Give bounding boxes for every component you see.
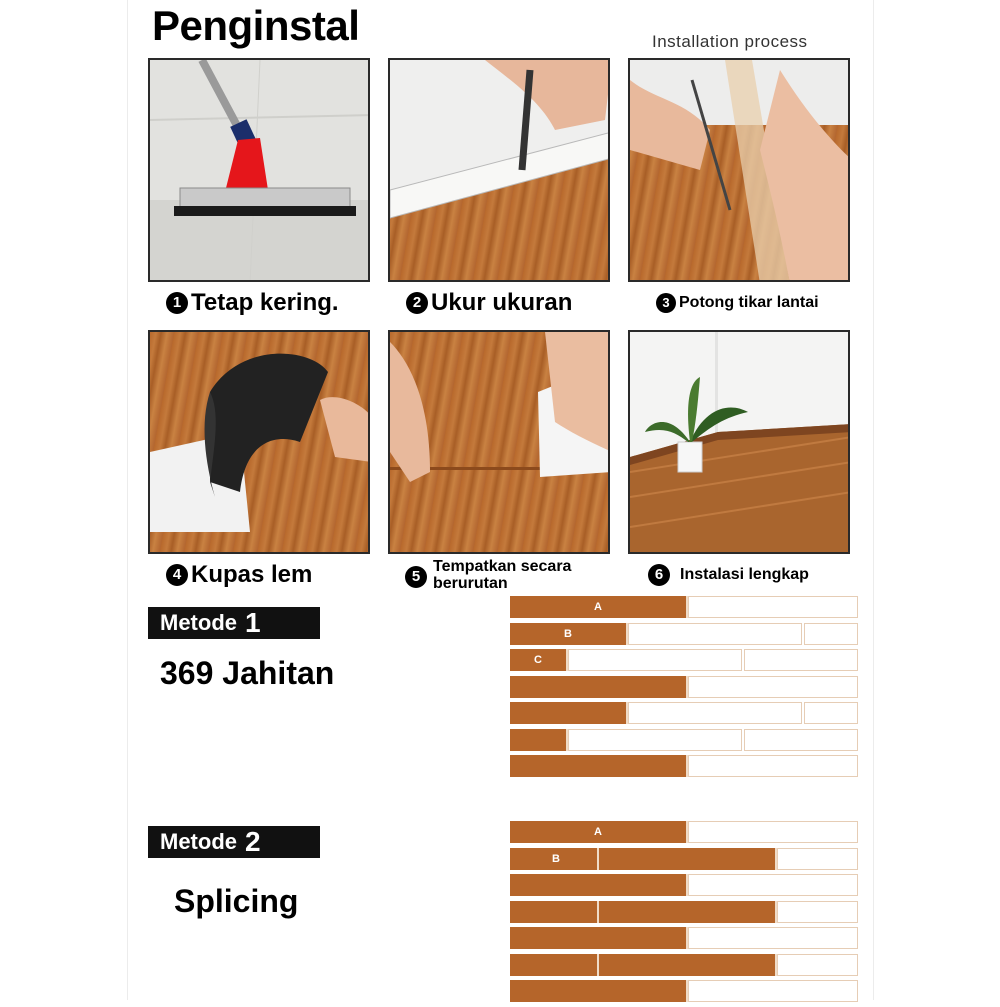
method-bar-number: 2 xyxy=(245,826,261,857)
plank-blank xyxy=(744,649,858,671)
plank-wood xyxy=(510,649,568,671)
plank-blank xyxy=(688,874,858,896)
plank-wood xyxy=(599,848,777,870)
plank-wood xyxy=(510,901,599,923)
plank-wood xyxy=(510,623,628,645)
step-6-caption xyxy=(648,564,809,586)
plank-blank xyxy=(568,649,742,671)
step-4-photo xyxy=(148,330,370,554)
step-1-caption xyxy=(166,289,339,317)
page-subtitle: Installation process xyxy=(652,32,808,51)
page-edge-left xyxy=(127,0,128,1000)
step-3-caption xyxy=(656,293,819,313)
plank-row xyxy=(510,596,858,623)
plank-blank xyxy=(777,954,858,976)
plank-wood xyxy=(510,927,688,949)
step-number-badge: 2 xyxy=(406,292,428,314)
method-2-text: Splicing xyxy=(174,883,299,919)
plank-blank xyxy=(568,729,742,751)
plank-label: B xyxy=(552,852,560,865)
plank-wood xyxy=(510,702,628,724)
plank-blank xyxy=(744,729,858,751)
cutting-illustration xyxy=(630,60,850,282)
method-2-plank-diagram xyxy=(510,821,858,1007)
plank-label: B xyxy=(564,627,572,640)
plank-wood xyxy=(510,954,599,976)
method-bar-number: 1 xyxy=(245,607,261,638)
step-2-caption xyxy=(406,289,572,317)
step-number-badge: 1 xyxy=(166,292,188,314)
plank-blank xyxy=(688,980,858,1002)
placing-illustration xyxy=(390,332,610,554)
plank-wood xyxy=(510,821,688,843)
plank-label: A xyxy=(594,601,602,613)
plank-blank xyxy=(688,596,858,618)
plank-row xyxy=(510,874,858,901)
plank-row xyxy=(510,702,858,729)
plank-blank xyxy=(628,702,802,724)
method-bar-label: Metode xyxy=(160,610,237,635)
plank-row xyxy=(510,901,858,928)
plank-row xyxy=(510,623,858,650)
plank-row xyxy=(510,954,858,981)
method-1-bar xyxy=(148,607,320,639)
plank-row xyxy=(510,755,858,782)
plank-blank xyxy=(804,623,858,645)
plank-row xyxy=(510,821,858,848)
plank-row xyxy=(510,980,858,1007)
step-6-photo xyxy=(628,330,850,554)
plank-label: C xyxy=(534,654,542,666)
plank-wood xyxy=(510,755,688,777)
plank-wood xyxy=(510,676,688,698)
plank-blank xyxy=(628,623,802,645)
page-edge-right xyxy=(873,0,874,1000)
step-number-badge: 6 xyxy=(648,564,670,586)
squeegee-illustration xyxy=(150,60,370,282)
step-2-photo xyxy=(388,58,610,282)
step-label: Kupas lem xyxy=(191,561,313,588)
plank-wood xyxy=(510,874,688,896)
plank-wood xyxy=(599,901,777,923)
plank-blank xyxy=(688,927,858,949)
page-title: Penginstal xyxy=(152,2,360,49)
plank-wood xyxy=(510,596,688,618)
plank-wood xyxy=(510,729,568,751)
step-label: Ukur ukuran xyxy=(431,289,573,316)
plank-blank xyxy=(688,755,858,777)
plank-wood xyxy=(599,954,777,976)
plank-row xyxy=(510,729,858,756)
step-number-badge: 3 xyxy=(656,293,676,313)
method-bar-label: Metode xyxy=(160,829,237,854)
step-1-photo xyxy=(148,58,370,282)
method-1-plank-diagram xyxy=(510,596,858,782)
plank-blank xyxy=(688,821,858,843)
step-label-line-1: Tempatkan secara xyxy=(433,558,572,575)
plank-blank xyxy=(777,901,858,923)
plank-wood xyxy=(510,848,599,870)
step-5-photo xyxy=(388,330,610,554)
finished-room-illustration xyxy=(630,332,850,554)
step-4-caption xyxy=(166,561,312,589)
measuring-illustration xyxy=(390,60,610,282)
peeling-illustration xyxy=(150,332,370,554)
plank-row xyxy=(510,848,858,875)
plank-label: A xyxy=(594,826,602,838)
plank-blank xyxy=(777,848,858,870)
plank-row xyxy=(510,649,858,676)
step-label: Tetap kering. xyxy=(191,289,339,316)
step-label: Potong tikar lantai xyxy=(679,294,819,311)
step-number-badge: 5 xyxy=(405,566,427,588)
step-number-badge: 4 xyxy=(166,564,188,586)
step-label: Instalasi lengkap xyxy=(680,566,809,583)
plank-row xyxy=(510,927,858,954)
plank-wood xyxy=(510,980,688,1002)
method-1-text: 369 Jahitan xyxy=(160,655,335,691)
plank-row xyxy=(510,676,858,703)
method-2-bar xyxy=(148,826,320,858)
step-3-photo xyxy=(628,58,850,282)
plank-blank xyxy=(804,702,858,724)
step-label-line-2: berurutan xyxy=(433,575,508,592)
plank-blank xyxy=(688,676,858,698)
